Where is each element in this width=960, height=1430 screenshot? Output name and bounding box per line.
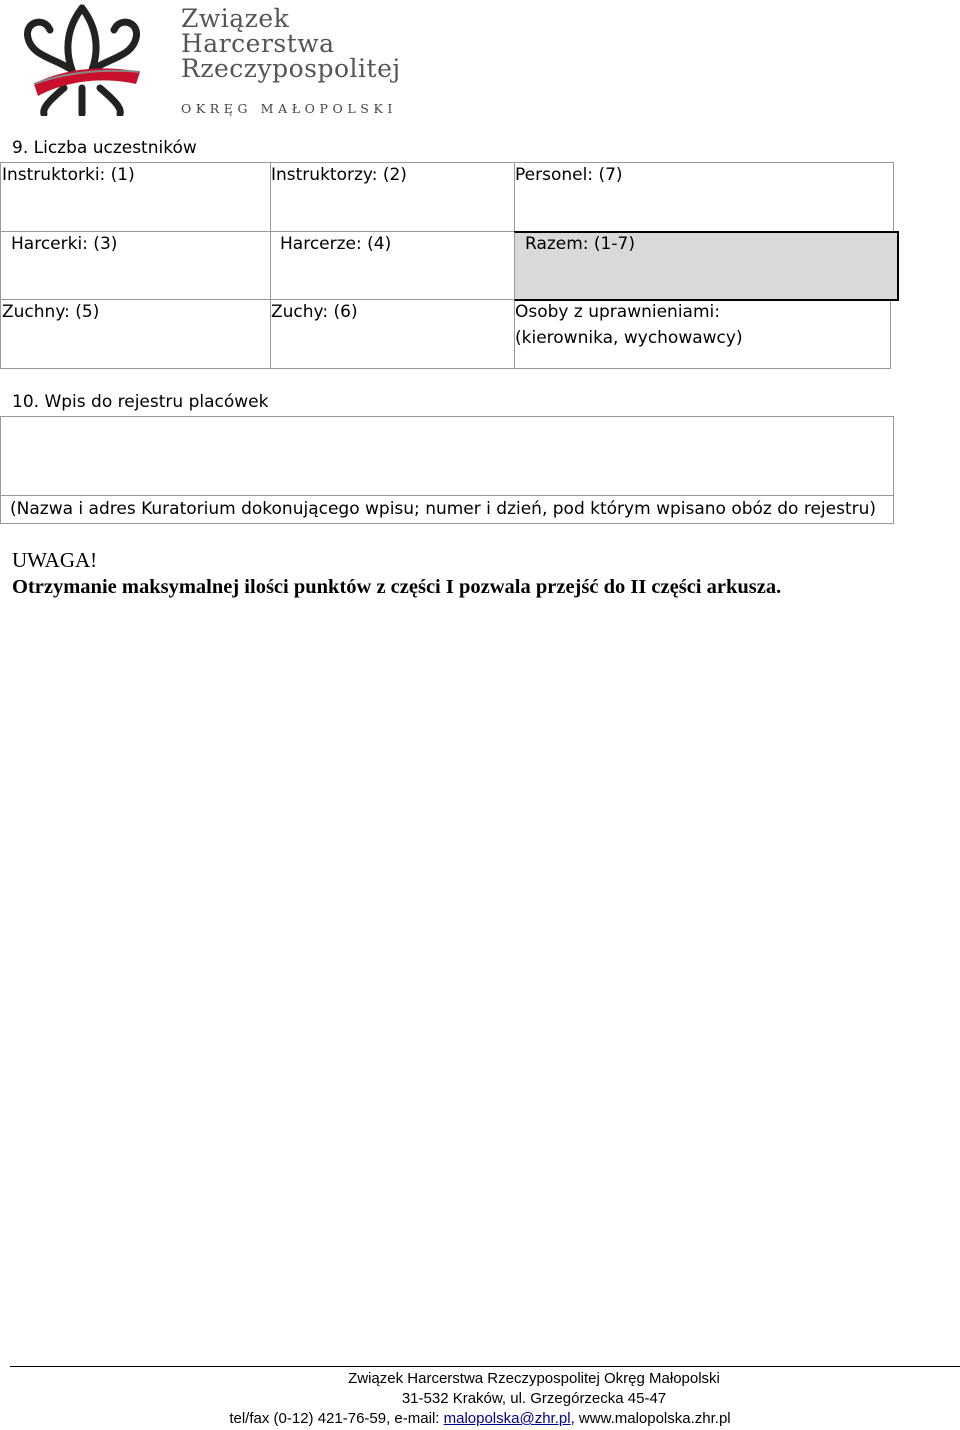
cell-osoby-uprawnieniami: Osoby z uprawnieniami: [515,302,720,322]
logo-line-2: Harcerstwa [181,29,335,58]
cell-razem: Razem: (1-7) [525,234,635,254]
zhr-logo [20,4,400,116]
table-col-divider [270,162,271,369]
footer-contact [0,1409,960,1429]
cell-instruktorzy: Instruktorzy: (2) [271,165,407,185]
notice-body: Otrzymanie maksymalnej ilości punktów z części I pozwala przejść do II części arkusza. [12,576,782,598]
cell-harcerze: Harcerze: (4) [280,234,392,254]
logo-region: OKRĘG MAŁOPOLSKI [181,101,397,116]
footer-divider [10,1366,960,1367]
cell-zuchny: Zuchny: (5) [2,302,100,322]
footer-website: , www.malopolska.zhr.pl [570,1410,731,1427]
logo-wordmark [181,6,401,116]
section-9-title: 9. Liczba uczestników [12,138,197,158]
logo-line-3: Rzeczypospolitej [181,54,401,83]
registry-entry-box [0,416,894,524]
logo-line-1: Związek [181,4,290,33]
footer [0,1369,960,1429]
table-border-right [893,162,894,232]
cell-instruktorki: Instruktorki: (1) [2,165,135,185]
table-border-bottom [0,368,891,369]
footer-org: Związek Harcerstwa Rzeczypospolitej Okręg Małopolski [348,1370,720,1387]
table-border-left [0,162,1,369]
email-link[interactable]: malopolska@zhr.pl [443,1410,571,1427]
registry-entry-caption: (Nazwa i adres Kuratorium dokonującego wpisu; numer i dzień, pod którym wpisano obóz do rejestru) [10,499,877,519]
section-10-title: 10. Wpis do rejestru placówek [12,392,269,412]
cell-personel: Personel: (7) [515,165,623,185]
cell-harcerki: Harcerki: (3) [11,234,118,254]
notice-heading: UWAGA! [12,548,98,572]
registry-entry-divider [1,495,893,496]
footer-address: 31-532 Kraków, ul. Grzegórzecka 45-47 [401,1390,667,1407]
table-border-right [890,299,891,369]
footer-phone: tel/fax (0-12) 421-76-59, e-mail: [229,1410,444,1427]
cell-osoby-uprawnieniami-note: (kierownika, wychowawcy) [515,328,743,348]
cell-zuchy: Zuchy: (6) [271,302,358,322]
fleur-de-lis-icon [20,4,170,116]
